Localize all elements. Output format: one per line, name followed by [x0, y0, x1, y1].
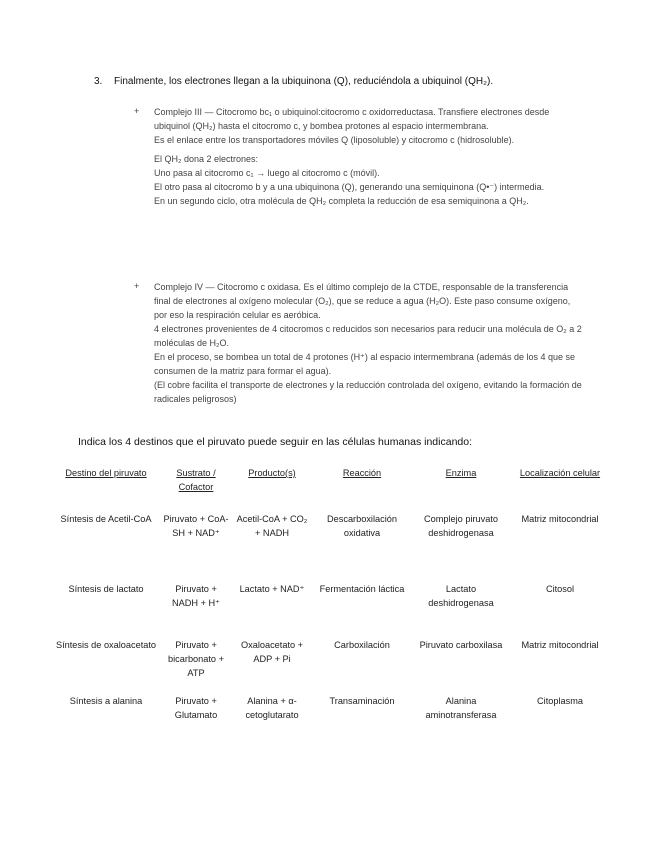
table-cell: Piruvato + bicarbonato + ATP	[168, 640, 224, 678]
table-row	[52, 682, 610, 738]
table-cell: Alanina aminotransferasa	[425, 696, 497, 720]
table-cell: Matriz mitocondrial	[521, 514, 599, 524]
table-cell: Transaminación	[329, 696, 395, 706]
table-row	[52, 626, 610, 682]
table-row	[52, 500, 610, 570]
complex-iii-paragraph-block	[154, 105, 584, 208]
table-cell: Síntesis de Acetil-CoA	[60, 514, 152, 524]
table-cell: Oxaloacetato + ADP + Pi	[240, 640, 304, 664]
table-cell: Síntesis de lactato	[68, 584, 144, 594]
header-localizacion: Localización celular	[519, 468, 601, 478]
table-cell: Complejo piruvato deshidrogenasa	[423, 514, 499, 538]
section-heading-text: Finalmente, los electrones llegan a la ubiquinona (Q), reduciéndola a ubiquinol (QH₂).	[114, 76, 494, 87]
header-sustrato: Sustrato / Cofactor	[176, 468, 216, 492]
complex-iii-link: Es el enlace entre los transportadores móviles Q (liposoluble) y citocromo c (hidrosoluble).	[154, 135, 515, 145]
table-cell: Matriz mitocondrial	[521, 640, 599, 650]
complex-iv-electrons: 4 electrones provenientes de 4 citocromos c reducidos son necesarios para reducir una molécula de O₂ a 2 moléculas de H₂O.	[154, 324, 582, 348]
complex-iii-electron-two: El otro pasa al citocromo b y a una ubiquinona (Q), generando una semiquinona (Q•⁻) intermedia.	[154, 182, 545, 192]
table-cell: Lactato + NAD⁺	[239, 584, 305, 594]
complex-iii-electrons-title: El QH₂ dona 2 electrones:	[154, 154, 259, 164]
complex-iv-description: Complejo IV — Citocromo c oxidasa. Es el último complejo de la CTDE, responsable de la transferencia final de electrones al oxígeno molecular (O₂), que se reduce a agua (H₂O). Este paso consume oxígeno, por eso la respiración celular es aeróbica.	[154, 282, 571, 320]
table-cell: Síntesis de oxaloacetato	[55, 640, 157, 650]
question-intro: Indica los 4 destinos que el piruvato puede seguir en las células humanas indicando:	[78, 436, 473, 448]
complex-iv-copper-note: (El cobre facilita el transporte de electrones y la reducción controlada del oxígeno, evitando la formación de radicales peligrosos)	[154, 380, 582, 404]
table-cell: Citoplasma	[537, 696, 583, 706]
table-cell: Descarboxilación oxidativa	[327, 514, 397, 538]
section-heading	[94, 76, 493, 87]
table-row	[52, 570, 610, 626]
table-cell: Piruvato + NADH + H⁺	[172, 584, 220, 608]
table-cell: Carboxilación	[334, 640, 390, 650]
table-header-row	[52, 466, 610, 500]
table-cell: Citosol	[545, 584, 575, 594]
header-producto: Producto(s)	[248, 468, 296, 478]
complex-iv-paragraph-block	[154, 280, 584, 406]
table-cell: Lactato deshidrogenasa	[428, 584, 494, 608]
table-cell: Fermentación láctica	[319, 584, 405, 594]
table-cell: Síntesis a alanina	[69, 696, 143, 706]
table-cell: Acetil-CoA + CO₂ + NADH	[236, 514, 308, 538]
pyruvate-destinations-table	[52, 466, 610, 738]
table-cell: Piruvato + Glutamato	[174, 696, 218, 720]
complex-iii-second-cycle: En un segundo ciclo, otra molécula de QH₂ completa la reducción de esa semiquinona a QH₂.	[154, 196, 529, 206]
header-destino: Destino del piruvato	[65, 468, 147, 478]
header-enzima: Enzima	[445, 468, 477, 478]
section-number: 3.	[94, 76, 103, 87]
complex-iii-electron-one: Uno pasa al citocromo c₁ → luego al citocromo c (móvil).	[154, 168, 380, 178]
complex-iv-protons: En el proceso, se bombea un total de 4 protones (H⁺) al espacio intermembrana (además de los 4 que se consumen de la matriz para formar el agua).	[154, 352, 575, 376]
complex-iii-description: Complejo III — Citocromo bc₁ o ubiquinol:citocromo c oxidorreductasa. Transfiere electrones desde ubiquinol (QH₂) hasta el citocromo c, y bombea protones al espacio intermembrana.	[154, 107, 550, 131]
bullet-marker: +	[134, 281, 140, 291]
table-cell: Piruvato + CoA-SH + NAD⁺	[163, 514, 229, 538]
bullet-marker: +	[134, 106, 140, 116]
table-cell: Alanina + α-cetoglutarato	[245, 696, 299, 720]
header-reaccion: Reacción	[342, 468, 382, 478]
table-cell: Piruvato carboxilasa	[419, 640, 503, 650]
